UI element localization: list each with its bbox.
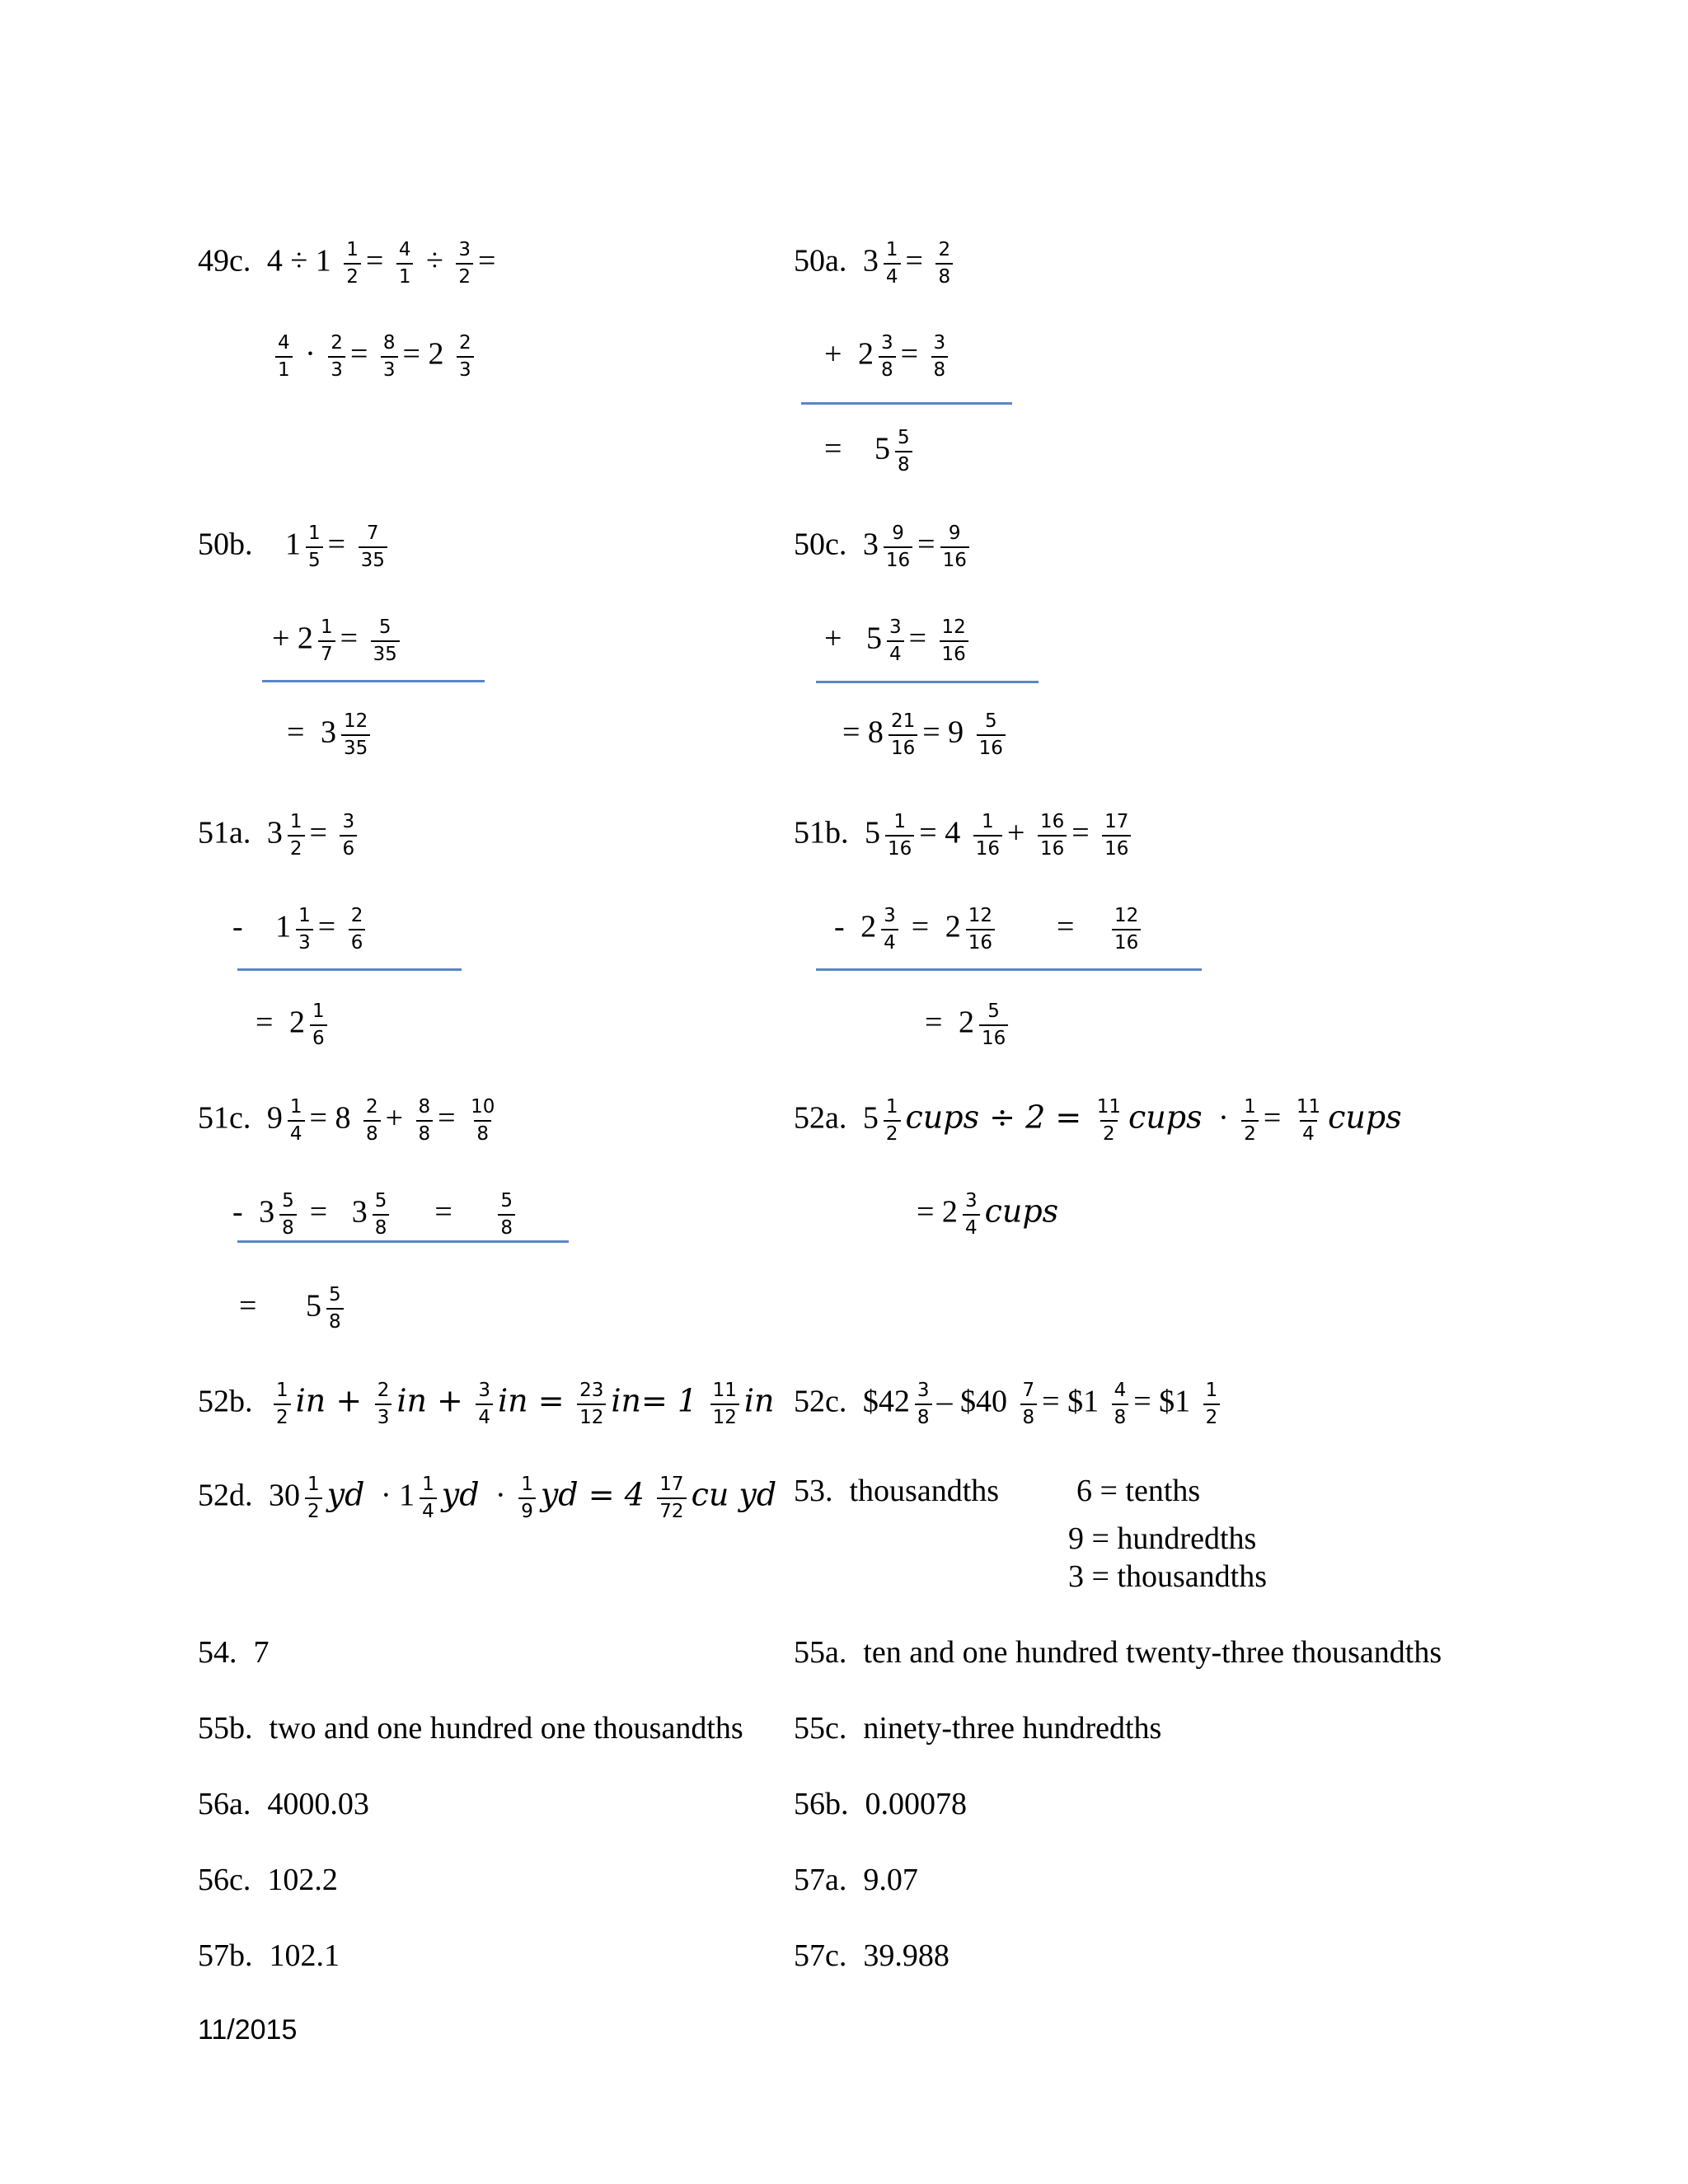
problem-56c: 56c. 102.2 [198,1863,338,1897]
fraction: $\frac{2}{3}$ [375,1381,392,1427]
fraction: $\frac{12}{16}$ [966,907,995,953]
fraction: $\frac{1}{4}$ [288,1098,305,1144]
problem-50b-row3: = 3 $\frac{12}{35}$ [287,712,375,758]
fraction: $\frac{1}{2}$ [1241,1098,1259,1144]
problem-55c: 55c. ninety-three hundredths [794,1711,1162,1746]
fraction: $\frac{9}{16}$ [940,524,969,570]
problem-51a-row1: 51a. 3 $\frac{1}{2}$ = $\frac{3}{6}$ [198,813,362,859]
fraction: $\frac{1}{9}$ [518,1475,536,1521]
problem-52c: 52c. $42 $\frac{3}{8}$ – $40 $\frac{7}{8}$ = $1 $\frac{4}{8}$ = $1 $\frac{1}{2}$ [794,1381,1225,1427]
fraction: $\frac{5}{8}$ [373,1192,390,1238]
fraction: $\frac{7}{35}$ [359,524,387,570]
problem-49c-line1: 49c. 4 ÷ 1 $\frac{1}{2}$ = $\frac{4}{1}$ ÷ $\frac{3}{2}$ = [198,239,496,288]
fraction: $\frac{3}{8}$ [879,334,896,380]
problem-51b-row1: 51b. 5 $\frac{1}{16}$ = 4 $\frac{1}{16}$ + $\frac{16}{16}$ = $\frac{17}{16}$ [794,813,1136,859]
problem-55a: 55a. ten and one hundred twenty-three thousandths [794,1635,1442,1670]
fraction: $\frac{4}{1}$ [396,241,414,287]
problem-53-detail-thousandths: 3 = thousandths [1068,1559,1267,1594]
fraction: $\frac{11}{12}$ [710,1381,739,1427]
problem-51c-row2: - 3 $\frac{5}{8}$ = 3 $\frac{5}{8}$ = $\frac{5}{8}$ [232,1192,520,1238]
problem-50b-row2: + 2 $\frac{1}{7}$ = $\frac{5}{35}$ [272,618,405,664]
fraction: $\frac{5}{35}$ [371,618,400,664]
difference-rule-51a [237,968,462,971]
problem-57b: 57b. 102.1 [198,1938,340,1973]
fraction: $\frac{4}{8}$ [1112,1381,1129,1427]
fraction: $\frac{12}{35}$ [341,712,370,758]
fraction: $\frac{3}{8}$ [915,1381,932,1427]
fraction: $\frac{3}{6}$ [340,813,357,859]
fraction: $\frac{8}{8}$ [416,1098,434,1144]
problem-51a-row2: - 1 $\frac{1}{3}$ = $\frac{2}{6}$ [232,907,370,953]
problem-50a-row1: 50a. 3 $\frac{1}{4}$ = $\frac{2}{8}$ [794,241,958,287]
fraction: $\frac{2}{3}$ [328,334,345,380]
fraction: $\frac{3}{4}$ [476,1381,493,1427]
sum-rule-50b [262,680,485,682]
fraction: $\frac{2}{3}$ [457,334,474,380]
fraction: $\frac{8}{3}$ [381,334,398,380]
sum-rule-50a [801,402,1012,405]
fraction: $\frac{1}{2}$ [1203,1381,1221,1427]
fraction: $\frac{3}{4}$ [963,1192,980,1238]
fraction: $\frac{1}{7}$ [318,618,335,664]
fraction: $\frac{1}{4}$ [420,1475,437,1521]
problem-56b: 56b. 0.00078 [794,1787,967,1821]
fraction: $\frac{12}{16}$ [940,618,968,664]
fraction: $\frac{7}{8}$ [1020,1381,1038,1427]
problem-52d: 52d. 30 $\frac{1}{2}$ yd · 1 $\frac{1}{4}$ yd · $\frac{1}{9}$ yd = 4 $\frac{17}{72}$ cu yd [198,1474,777,1522]
problem-50c-row2: + 5 $\frac{3}{4}$ = $\frac{12}{16}$ [824,618,973,664]
fraction: $\frac{1}{2}$ [344,241,361,287]
problem-51c-row1: 51c. 9 $\frac{1}{4}$ = 8 $\frac{2}{8}$ + $\frac{8}{8}$ = $\frac{10}{8}$ [198,1098,502,1144]
problem-56a: 56a. 4000.03 [198,1787,369,1821]
fraction: $\frac{5}{16}$ [979,1002,1008,1048]
fraction: $\frac{1}{3}$ [296,907,313,953]
problem-53: 53. thousandths [794,1474,1000,1508]
fraction: $\frac{1}{2}$ [884,1098,901,1144]
fraction: $\frac{10}{8}$ [471,1096,495,1145]
problem-51a-row3: = 2 $\frac{1}{6}$ [256,1002,332,1048]
problem-50a-row3: = 5 $\frac{5}{8}$ [824,429,917,475]
fraction: $\frac{3}{4}$ [881,907,898,953]
fraction: $\frac{2}{8}$ [363,1098,381,1144]
problem-53-detail-hundredths: 9 = hundredths [1068,1521,1257,1556]
fraction: $\frac{1}{2}$ [305,1475,322,1521]
problem-51b-row3: = 2 $\frac{5}{16}$ [925,1002,1013,1048]
footer-date: 11/2015 [198,2014,298,2046]
fraction: $\frac{12}{16}$ [1112,907,1141,953]
problem-57a: 57a. 9.07 [794,1863,918,1897]
fraction: $\frac{3}{2}$ [456,241,473,287]
fraction: $\frac{17}{72}$ [657,1475,686,1521]
fraction: $\frac{3}{4}$ [887,618,904,664]
fraction: $\frac{11}{2}$ [1096,1096,1121,1145]
fraction: $\frac{11}{4}$ [1296,1096,1321,1145]
fraction: $\frac{5}{8}$ [326,1286,344,1332]
difference-rule-51b [816,968,1202,971]
sum-rule-50c [816,681,1039,683]
fraction: $\frac{23}{12}$ [577,1381,606,1427]
problem-51b-row2: - 2 $\frac{3}{4}$ = 2 $\frac{12}{16}$ = $\frac{12}{16}$ [834,907,1146,953]
fraction: $\frac{1}{4}$ [884,241,901,287]
fraction: $\frac{4}{1}$ [275,334,293,380]
fraction: $\frac{5}{16}$ [977,712,1006,758]
problem-55b: 55b. two and one hundred one thousandths [198,1711,743,1746]
problem-53-detail-tenths: 6 = tenths [1076,1474,1201,1508]
problem-49c-line2: $\frac{4}{1}$ · $\frac{2}{3}$ = $\frac{8}{3}$ = 2 $\frac{2}{3}$ [270,334,479,380]
fraction: $\frac{2}{8}$ [935,241,953,287]
fraction: $\frac{2}{6}$ [349,907,366,953]
problem-57c: 57c. 39.988 [794,1938,950,1973]
fraction: $\frac{9}{16}$ [884,524,912,570]
fraction: $\frac{1}{6}$ [310,1002,327,1048]
problem-52a-row1: 52a. 5 $\frac{1}{2}$ cups ÷ 2 = $\frac{11}{2}$ cups · $\frac{1}{2}$ = $\frac{11}{4}$ cups [794,1096,1402,1145]
problem-54: 54. 7 [198,1635,270,1670]
problem-50c-row1: 50c. 3 $\frac{9}{16}$ = $\frac{9}{16}$ [794,524,974,570]
problem-50b-row1: 50b. 1 $\frac{1}{5}$ = $\frac{7}{35}$ [198,524,392,570]
fraction: $\frac{21}{16}$ [889,712,917,758]
problem-52a-row2: = 2 $\frac{3}{4}$ cups [917,1190,1059,1239]
problem-50c-row3: = 8 $\frac{21}{16}$ = 9 $\frac{5}{16}$ [842,712,1010,758]
fraction: $\frac{1}{2}$ [274,1381,291,1427]
fraction: $\frac{17}{16}$ [1102,813,1131,859]
fraction: $\frac{1}{5}$ [306,524,323,570]
problem-50a-row2: + 2 $\frac{3}{8}$ = $\frac{3}{8}$ [824,334,953,380]
fraction: $\frac{3}{8}$ [931,334,949,380]
fraction: $\frac{5}{8}$ [498,1192,515,1238]
fraction: $\frac{1}{16}$ [973,813,1002,859]
fraction: $\frac{1}{2}$ [288,813,305,859]
difference-rule-51c [237,1240,569,1243]
problem-52b: 52b. $\frac{1}{2}$ in + $\frac{2}{3}$ in + $\frac{3}{4}$ in = $\frac{23}{12}$ in= 1 $\frac{11}{12}$ in [198,1380,775,1428]
fraction: $\frac{5}{8}$ [895,429,912,475]
fraction: $\frac{5}{8}$ [279,1192,297,1238]
problem-51c-row3: = 5 $\frac{5}{8}$ [239,1286,349,1332]
fraction: $\frac{16}{16}$ [1038,813,1067,859]
fraction: $\frac{1}{16}$ [885,813,914,859]
